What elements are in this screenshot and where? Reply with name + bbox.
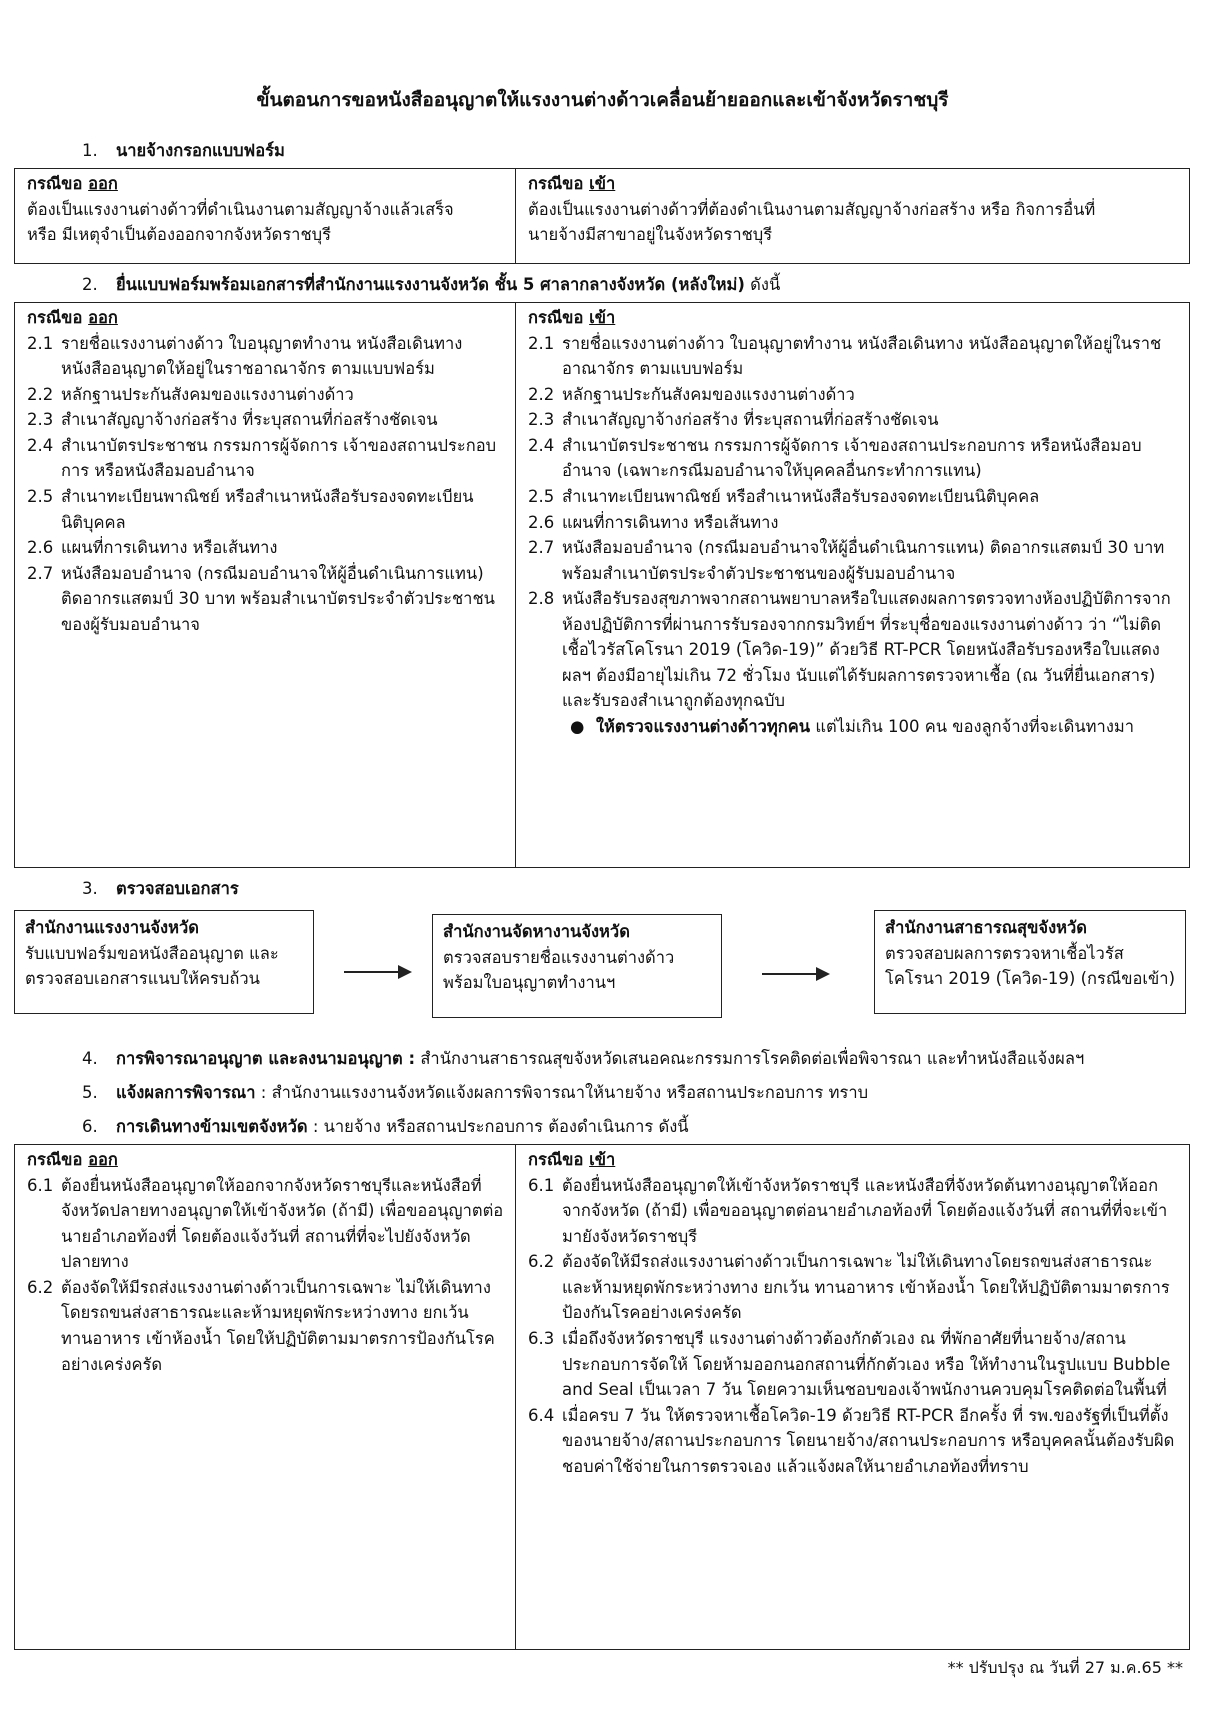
bullet-note: ● ให้ตรวจแรงงานต่างด้าวทุกคน แต่ไม่เกิน 100 คน ของลูกจ้างที่จะเดินทางมา [528, 714, 1179, 740]
list-item: 2.8 หนังสือรับรองสุขภาพจากสถานพยาบาลหรือใบแสดงผลการตรวจทางห้องปฏิบัติการจากห้องปฏิบัติการที่ผ่านการรับรองจากกรมวิทย์ฯ ที่ระบุชื่อของแรงงานต่างด้าว ว่า “ไม่ติดเชื้อไวรัสโคโรนา 2019 (โควิด-19)” ด้วยวิธี RT-PCR โดยหนังสือรับรองหรือใบแสดงผลฯ ต้องมีอายุไม่เกิน 72 ชั่วโมง นับแต่ได้รับผลการตรวจหาเชื้อ (ณ วันที่ยื่นเอกสาร) และรับรองสำเนาถูกต้องทุกฉบับ [528, 589, 1171, 711]
section-1-out-line: หรือ มีเหตุจำเป็นต้องออกจากจังหวัดราชบุรี [27, 225, 331, 245]
section-1-heading: 1. นายจ้างกรอกแบบฟอร์ม [82, 141, 285, 160]
list-item: 2.2 หลักฐานประกันสังคมของแรงงานต่างด้าว [27, 384, 354, 404]
section-1-table [14, 168, 1190, 264]
page-title: ขั้นตอนการขอหนังสืออนุญาตให้แรงงานต่างด้าวเคลื่อนย้ายออกและเข้าจังหวัดราชบุรี [256, 89, 949, 111]
section-1-in-line: นายจ้างมีสาขาอยู่ในจังหวัดราชบุรี [528, 225, 773, 245]
section-6-out-column: กรณีขอ ออก 6.1 ต้องยื่นหนังสืออนุญาตให้ออกจากจังหวัดราชบุรีและหนังสือที่จังหวัดปลายทางอนุญาตให้เข้าจังหวัด (ถ้ามี) เพื่อขออนุญาตต่อนายอำเภอท้องที่ โดยต้องแจ้งวันที่ สถานที่ที่จะไปยังจังหวัดปลายทาง 6.2 ต้องจัดให้มีรถส่งแรงงานต่างด้าวเป็นการเฉพาะ ไม่ให้เดินทางโดยรถขนส่งสาธารณะและห้ามหยุดพักระหว่างทาง ยกเว้น ทานอาหาร เข้าห้องน้ำ โดยให้ปฏิบัติตามมาตรการป้องกันโรคอย่างเคร่งครัด [15, 1145, 515, 1649]
flow-box-public-health-office: สำนักงานสาธารณสุขจังหวัด ตรวจสอบผลการตรวจหาเชื้อไวรัส โคโรนา 2019 (โควิด-19) (กรณีขอเข้า) [874, 910, 1186, 1014]
list-item: 2.7 หนังสือมอบอำนาจ (กรณีมอบอำนาจให้ผู้อื่นดำเนินการแทน) ติดอากรแสตมป์ 30 บาท พร้อมสำเนาบัตรประจำตัวประชาชนของผู้รับมอบอำนาจ [528, 538, 1165, 583]
arrow-right-icon [762, 973, 828, 975]
section-1-out-line: ต้องเป็นแรงงานต่างด้าวที่ดำเนินงานตามสัญญาจ้างแล้วเสร็จ [27, 199, 454, 219]
list-item: 2.1 รายชื่อแรงงานต่างด้าว ใบอนุญาตทำงาน หนังสือเดินทาง หนังสืออนุญาตให้อยู่ในราชอาณาจักร ตามแบบฟอร์ม [528, 333, 1162, 379]
section-6-heading: 6. การเดินทางข้ามเขตจังหวัด : นายจ้าง หรือสถานประกอบการ ต้องดำเนินการ ดังนี้ [82, 1117, 689, 1136]
flow-box-labour-office: สำนักงานแรงงานจังหวัด รับแบบฟอร์มขอหนังสืออนุญาต และ ตรวจสอบเอกสารแนบให้ครบถ้วน [14, 910, 314, 1014]
list-item: 2.3 สำเนาสัญญาจ้างก่อสร้าง ที่ระบุสถานที่ก่อสร้างชัดเจน [27, 410, 438, 430]
list-item: 2.3 สำเนาสัญญาจ้างก่อสร้าง ที่ระบุสถานที่ก่อสร้างชัดเจน [528, 410, 939, 430]
section-6-in-column: กรณีขอ เข้า 6.1 ต้องยื่นหนังสืออนุญาตให้เข้าจังหวัดราชบุรี และหนังสือที่จังหวัดต้นทางอนุญาตให้ออกจากจังหวัด (ถ้ามี) เพื่อขออนุญาตต่อนายอำเภอท้องที่ โดยต้องแจ้งวันที่ สถานที่ที่จะเข้ามายังจังหวัดราชบุรี 6.2 ต้องจัดให้มีรถส่งแรงงานต่างด้าวเป็นการเฉพาะ ไม่ให้เดินทางโดยรถขนส่งสาธารณะ และห้ามหยุดพักระหว่างทาง ยกเว้น ทานอาหาร เข้าห้องน้ำ โดยให้ปฏิบัติตามมาตรการป้องกันโรคอย่างเคร่งครัด 6.3 เมื่อถึงจังหวัดราชบุรี แรงงานต่างด้าวต้องกักตัวเอง ณ ที่พักอาศัยที่นายจ้าง/สถานประกอบการจัดให้ โดยห้ามออกนอกสถานที่กักตัวเอง หรือ ให้ทำงานในรูปแบบ Bubble and Seal เป็นเวลา 7 วัน โดยความเห็นชอบของเจ้าพนักงานควบคุมโรคติดต่อในพื้นที่ 6.4 เมื่อครบ 7 วัน ให้ตรวจหาเชื้อโควิด-19 ด้วยวิธี RT-PCR อีกครั้ง ที่ รพ.ของรัฐที่เป็นที่ตั้งของนายจ้าง/สถานประกอบการ โดยนายจ้าง/สถานประกอบการ หรือบุคคลนั้นต้องรับผิดชอบค่าใช้จ่ายในการตรวจเอง แล้วแจ้งผลให้นายอำเภอท้องที่ทราบ [515, 1145, 1189, 1649]
section-2-heading: 2. ยื่นแบบฟอร์มพร้อมเอกสารที่สำนักงานแรงงานจังหวัด ชั้น 5 ศาลากลางจังหวัด (หลังใหม่) ดังนี้ [82, 275, 781, 294]
section-2-table [14, 302, 1190, 868]
flow-box-employment-office: สำนักงานจัดหางานจังหวัด ตรวจสอบรายชื่อแรงงานต่างด้าว พร้อมใบอนุญาตทำงานฯ [432, 914, 722, 1018]
section-6-table [14, 1144, 1190, 1650]
list-item: 6.1 ต้องยื่นหนังสืออนุญาตให้ออกจากจังหวัดราชบุรีและหนังสือที่จังหวัดปลายทางอนุญาตให้เข้าจังหวัด (ถ้ามี) เพื่อขออนุญาตต่อนายอำเภอท้องที่ โดยต้องแจ้งวันที่ สถานที่ที่จะไปยังจังหวัดปลายทาง [27, 1175, 504, 1272]
list-item: 2.5 สำเนาทะเบียนพาณิชย์ หรือสำเนาหนังสือรับรองจดทะเบียนนิติบุคคล [27, 486, 474, 532]
list-item: 6.1 ต้องยื่นหนังสืออนุญาตให้เข้าจังหวัดราชบุรี และหนังสือที่จังหวัดต้นทางอนุญาตให้ออกจากจังหวัด (ถ้ามี) เพื่อขออนุญาตต่อนายอำเภอท้องที่ โดยต้องแจ้งวันที่ สถานที่ที่จะเข้ามายังจังหวัดราชบุรี [528, 1175, 1168, 1246]
section-5-heading: 5. แจ้งผลการพิจารณา : สำนักงานแรงงานจังหวัดแจ้งผลการพิจารณาให้นายจ้าง หรือสถานประกอบการ ทราบ [82, 1083, 869, 1102]
list-item: 2.4 สำเนาบัตรประชาชน กรรมการผู้จัดการ เจ้าของสถานประกอบการ หรือหนังสือมอบอำนาจ (เฉพาะกรณีมอบอำนาจให้บุคคลอื่นกระทำการแทน) [528, 435, 1142, 481]
list-item: 2.6 แผนที่การเดินทาง หรือเส้นทาง [528, 512, 779, 532]
list-item: 2.5 สำเนาทะเบียนพาณิชย์ หรือสำเนาหนังสือรับรองจดทะเบียนนิติบุคคล [528, 486, 1040, 506]
list-item: 2.7 หนังสือมอบอำนาจ (กรณีมอบอำนาจให้ผู้อื่นดำเนินการแทน) ติดอากรแสตมป์ 30 บาท พร้อมสำเนาบัตรประจำตัวประชาชนของผู้รับมอบอำนาจ [27, 563, 495, 634]
section-2-out-column: กรณีขอ ออก 2.1 รายชื่อแรงงานต่างด้าว ใบอนุญาตทำงาน หนังสือเดินทาง หนังสืออนุญาตให้อยู่ในราชอาณาจักร ตามแบบฟอร์ม 2.2 หลักฐานประกันสังคมของแรงงานต่างด้าว 2.3 สำเนาสัญญาจ้างก่อสร้าง ที่ระบุสถานที่ก่อสร้างชัดเจน 2.4 สำเนาบัตรประชาชน กรรมการผู้จัดการ เจ้าของสถานประกอบการ หรือหนังสือมอบอำนาจ 2.5 สำเนาทะเบียนพาณิชย์ หรือสำเนาหนังสือรับรองจดทะเบียนนิติบุคคล 2.6 แผนที่การเดินทาง หรือเส้นทาง 2.7 หนังสือมอบอำนาจ (กรณีมอบอำนาจให้ผู้อื่นดำเนินการแทน) ติดอากรแสตมป์ 30 บาท พร้อมสำเนาบัตรประจำตัวประชาชนของผู้รับมอบอำนาจ [15, 303, 515, 867]
list-item: 6.3 เมื่อถึงจังหวัดราชบุรี แรงงานต่างด้าวต้องกักตัวเอง ณ ที่พักอาศัยที่นายจ้าง/สถานประกอบการจัดให้ โดยห้ามออกนอกสถานที่กักตัวเอง หรือ ให้ทำงานในรูปแบบ Bubble and Seal เป็นเวลา 7 วัน โดยความเห็นชอบของเจ้าพนักงานควบคุมโรคติดต่อในพื้นที่ [528, 1328, 1171, 1400]
list-item: 2.6 แผนที่การเดินทาง หรือเส้นทาง [27, 538, 278, 558]
arrow-right-icon [344, 971, 410, 973]
list-item: 6.2 ต้องจัดให้มีรถส่งแรงงานต่างด้าวเป็นการเฉพาะ ไม่ให้เดินทางโดยรถขนส่งสาธารณะและห้ามหยุดพักระหว่างทาง ยกเว้น ทานอาหาร เข้าห้องน้ำ โดยให้ปฏิบัติตามมาตรการป้องกันโรคอย่างเคร่งครัด [27, 1277, 495, 1374]
list-item: 2.1 รายชื่อแรงงานต่างด้าว ใบอนุญาตทำงาน หนังสือเดินทาง หนังสืออนุญาตให้อยู่ในราชอาณาจักร ตามแบบฟอร์ม [27, 333, 463, 379]
revision-note: ** ปรับปรุง ณ วันที่ 27 ม.ค.65 ** [947, 1658, 1183, 1677]
list-item: 2.4 สำเนาบัตรประชาชน กรรมการผู้จัดการ เจ้าของสถานประกอบการ หรือหนังสือมอบอำนาจ [27, 435, 497, 481]
section-2-in-column: กรณีขอ เข้า 2.1 รายชื่อแรงงานต่างด้าว ใบอนุญาตทำงาน หนังสือเดินทาง หนังสืออนุญาตให้อยู่ในราชอาณาจักร ตามแบบฟอร์ม 2.2 หลักฐานประกันสังคมของแรงงานต่างด้าว 2.3 สำเนาสัญญาจ้างก่อสร้าง ที่ระบุสถานที่ก่อสร้างชัดเจน 2.4 สำเนาบัตรประชาชน กรรมการผู้จัดการ เจ้าของสถานประกอบการ หรือหนังสือมอบอำนาจ (เฉพาะกรณีมอบอำนาจให้บุคคลอื่นกระทำการแทน) 2.5 สำเนาทะเบียนพาณิชย์ หรือสำเนาหนังสือรับรองจดทะเบียนนิติบุคคล 2.6 แผนที่การเดินทาง หรือเส้นทาง 2.7 หนังสือมอบอำนาจ (กรณีมอบอำนาจให้ผู้อื่นดำเนินการแทน) ติดอากรแสตมป์ 30 บาท พร้อมสำเนาบัตรประจำตัวประชาชนของผู้รับมอบอำนาจ 2.8 หนังสือรับรองสุขภาพจากสถานพยาบาลหรือใบแสดงผลการตรวจทางห้องปฏิบัติการจากห้องปฏิบัติการที่ผ่านการรับรองจากกรมวิทย์ฯ ที่ระบุชื่อของแรงงานต่างด้าว ว่า “ไม่ติดเชื้อไวรัสโคโรนา 2019 (โควิด-19)” ด้วยวิธี RT-PCR โดยหนังสือรับรองหรือใบแสดงผลฯ ต้องมีอายุไม่เกิน 72 ชั่วโมง นับแต่ได้รับผลการตรวจหาเชื้อ (ณ วันที่ยื่นเอกสาร) และรับรองสำเนาถูกต้องทุกฉบับ ● ให้ตรวจแรงงานต่างด้าวทุกคน แต่ไม่เกิน 100 คน ของลูกจ้างที่จะเดินทางมา [515, 303, 1189, 867]
list-item: 6.4 เมื่อครบ 7 วัน ให้ตรวจหาเชื้อโควิด-19 ด้วยวิธี RT-PCR อีกครั้ง ที่ รพ.ของรัฐที่เป็นที่ตั้งของนายจ้าง/สถานประกอบการ โดยนายจ้าง/สถานประกอบการ หรือบุคคลนั้นต้องรับผิดชอบค่าใช้จ่ายในการตรวจเอง แล้วแจ้งผลให้นายอำเภอท้องที่ทราบ [528, 1405, 1175, 1476]
section-4-heading: 4. การพิจารณาอนุญาต และลงนามอนุญาต : สำนักงานสาธารณสุขจังหวัดเสนอคณะกรรมการโรคติดต่อเพื่อพิจารณา และทำหนังสือแจ้งผลฯ [82, 1049, 1085, 1068]
list-item: 2.2 หลักฐานประกันสังคมของแรงงานต่างด้าว [528, 384, 855, 404]
section-3-heading: 3. ตรวจสอบเอกสาร [82, 879, 239, 898]
section-1-in-line: ต้องเป็นแรงงานต่างด้าวที่ต้องดำเนินงานตามสัญญาจ้างก่อสร้าง หรือ กิจการอื่นที่ [528, 199, 1096, 219]
section-1-out-column: กรณีขอ ออก ต้องเป็นแรงงานต่างด้าวที่ดำเนินงานตามสัญญาจ้างแล้วเสร็จ หรือ มีเหตุจำเป็นต้องออกจากจังหวัดราชบุรี [15, 169, 515, 263]
list-item: 6.2 ต้องจัดให้มีรถส่งแรงงานต่างด้าวเป็นการเฉพาะ ไม่ให้เดินทางโดยรถขนส่งสาธารณะ และห้ามหยุดพักระหว่างทาง ยกเว้น ทานอาหาร เข้าห้องน้ำ โดยให้ปฏิบัติตามมาตรการป้องกันโรคอย่างเคร่งครัด [528, 1252, 1170, 1323]
section-1-in-column: กรณีขอ เข้า ต้องเป็นแรงงานต่างด้าวที่ต้องดำเนินงานตามสัญญาจ้างก่อสร้าง หรือ กิจการอื่นที่ นายจ้างมีสาขาอยู่ในจังหวัดราชบุรี [515, 169, 1189, 263]
bullet-dot-icon: ● [570, 717, 585, 736]
